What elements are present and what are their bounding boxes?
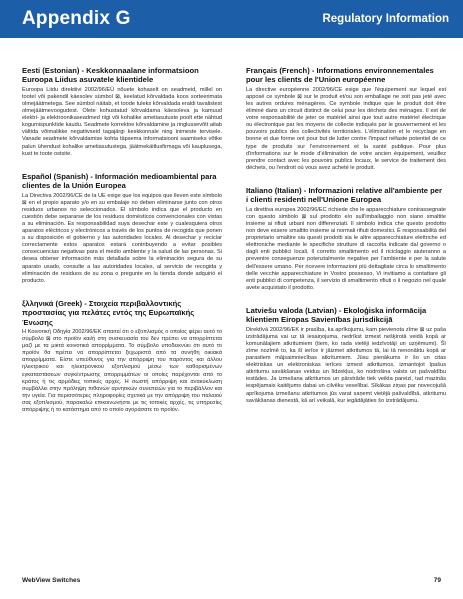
section-title: Regulatory Information: [322, 13, 449, 25]
section-heading: ξλληνικά (Greek) - Στοιχεία περιβαλλοντικής προστασίας για πελάτες εντός της Ευρωπαϊκής Ένωσης: [22, 298, 195, 327]
section-heading: Français (French) - Informations environnementales pour les clients de l'Union européenne: [246, 66, 434, 85]
section-heading: Eesti (Estonian) - Keskkonnaalane informatsioon Euroopa Liidus asuvatele klientidele: [22, 66, 199, 85]
section-italian: [246, 186, 446, 292]
section-body: La Directiva 2002/96/CE de la UE exige que los equipos que lleven este símbolo ⊠ en el propio aparato y/o en su embalaje no deben eliminarse junto con otros residuos urbanos no seleccionados. El símbolo indica que el producto en cuestión debe separarse de los residuos domésticos convencionales con vistas a su eliminación. Es responsabilidad suya desechar este y cualesquiera otros aparatos eléctricos y electrónicos a través de los puntos de recogida que ponen a su disposición el gobierno y las autoridades locales. Al desechar y reciclar correctamente estos aparatos estará contribuyendo a evitar posibles consecuencias negativas para el medio ambiente y la salud de las personas. Si desea obtener información más detallada sobre la eliminación segura de su aparato usado, consulte a las autoridades locales, al servicio de recogida y eliminación de residuos de su zona o pregunte en la tienda donde adquirió el producto.: [22, 192, 222, 284]
section-body: La directive européenne 2002/96/CE exige que l'équipement sur lequel est apposé ce symbole ⊠ sur le produit et/ou son emballage ne soit pas jeté avec les autres ordures ménagères. Ce symbole indique que le produit doit être éliminé dans un circuit distinct de celui pour les déchets des ménages. Il est de votre responsabilité de jeter ce matériel ainsi que tout autre matériel électrique ou électronique par les moyens de collecte indiqués par le gouvernement et les pouvoirs publics des collectivités territoriales. L'élimination et le recyclage en bonne et due forme ont pour but de lutter contre l'impact néfaste potentiel de ce type de produits sur l'environnement et la santé publique. Pour plus d'informations sur le mode d'élimination de votre ancien équipement, veuillez prendre contact avec les pouvoirs publics locaux, le service de traitement des déchets, ou l'endroit où vous avez acheté le produit.: [246, 86, 446, 171]
page-header: [0, 0, 463, 38]
section-heading: Español (Spanish) - Información medioambiental para clientes de la Unión Europea: [22, 171, 217, 191]
page-number: 79: [433, 576, 441, 584]
section-heading: Latviešu valoda (Latvian) - Ekoloģiska informācija klientiem Eiropas Savienības jurisdikcijā: [246, 305, 427, 325]
section-latvian: [246, 306, 446, 405]
section-spanish: [22, 172, 222, 285]
page-footer: [22, 575, 441, 585]
section-body: Η Κοινοτική Οδηγία 2002/96/ΕΚ απαιτεί ότι ο εξοπλισμός ο οποίος φέρει αυτό το σύμβολο ⊠ στο προϊόν και/ή στη συσκευασία του δεν πρέπει να απορρίπτεται μαζί με τα μικτά κοινοτικά απορρίμματα. Το σύμβολο υποδεικνύει ότι αυτό το προϊόν θα πρέπει να απορρίπτεται ξεχωριστά από τα συνήθη οικιακά απορρίμματα. Είστε υπεύθυνος για την απόρριψη του παρόντος και άλλου ηλεκτρικού και ηλεκτρονικού εξοπλισμού μέσω των καθορισμένων εγκαταστάσεων συγκέντρωσης απορριμμάτων οι οποίες παρέχονται από το κράτος ή τις αρμόδιες τοπικές αρχές. Η σωστή απόρριψη και ανακύκλωση συμβάλλει στην πρόληψη πιθανών αρνητικών συνεπειών για το περιβάλλον και την υγεία. Για περισσότερες πληροφορίες σχετικά με την απόρριψη του παλαιού σας εξοπλισμού, παρακαλώ επικοινωνήστε με τις τοπικές αρχές, τις υπηρεσίες απόρριψης ή το κατάστημα από το οποίο αγοράσατε το προϊόν.: [22, 329, 222, 414]
right-column: [246, 66, 446, 419]
section-greek: [22, 299, 222, 414]
section-body: La direttiva europea 2002/96/EC richiede che le apparecchiature contrassegnate con questo simbolo ⊠ sul prodotto e/o sull'imballaggio non siano smaltite insieme ai rifiuti urbani non differenziati. Il simbolo indica che questo prodotto non deve essere smaltito insieme ai normali rifiuti domestici. È responsabilità del proprietario smaltire sia questi prodotti sia le altre apparecchiature elettriche ed elettroniche mediante le specifiche strutture di raccolta indicate dal governo o dagli enti pubblici locali. Il corretto smaltimento ed il riciclaggio aiuteranno a prevenire conseguenze potenzialmente negative per l'ambiente e per la salute dell'essere umano. Per ricevere informazioni più dettagliate circa lo smaltimento delle vecchie apparecchiature in Vostro possesso, Vi invitiamo a contattare gli enti pubblici di competenza, il servizio di smaltimento rifiuti o il negozio nel quale avete acquistato il prodotto.: [246, 206, 446, 291]
section-body: Direktīvā 2002/96/EK ir prasība, ka aprīkojumu, kam pievienota zīme ⊠ uz paša izstrādājuma vai uz tā iesaiņojuma, nedrīkst izmest nešķirotā veidā kopā ar komunālajiem atkritumiem (tiem, ko rada vietēji iedzīvotāji un uzņēmumi). Šī zīme nozīmē to, ka šī ierīce ir jāizmet atkritumos tā, lai tā nenonāktu kopā ar parastiem mājsaimniecības atkritumiem. Jūsu pienākums ir šo un citas elektriskas un elektroniskas ierīces izmest atkritumos, izmantojot īpašus atkritumu savākšanas veidus un līdzekļus, ko nodrošina valsts un pašvaldību iestādes. Ja izmešana atkritumos un pārstrāde tiek veikta pareizi, tad mazinās iespējamais kaitējums dabai un cilvēku veselībai. Sīkākas ziņas par novecojušā aprīkojuma izmešanu atkritumos jūs varat saņemt vietējā pašvaldībā, atkritumu savākšanas dienestā, kā arī veikalā, kur iegādājāties šo izstrādājumu.: [246, 326, 446, 404]
product-name: WebView Switches: [22, 576, 81, 584]
left-column: [22, 66, 222, 428]
section-heading: Italiano (Italian) - Informazioni relative all'ambiente per i clienti residenti nell'Unione Europea: [246, 185, 442, 205]
appendix-title: Appendix G: [22, 8, 131, 29]
section-french: [246, 66, 446, 172]
section-estonian: [22, 66, 222, 158]
section-body: Euroopa Liidu direktiivi 2002/96/EÜ nõuete kohaselt on seadmeid, millel on tootel või pakendil käesolev sümbol ⊠, keelatud kõrvaldada koos sorteerimata olmejäätmetega. See sümbol näitab, et toode tuleks kõrvaldada eraldi tavalistest olmejäätmevoogudest. Olete kohustatud kõrvaldama käesoleva ja kamuud elektri- ja elektroonikaseadmed riigi või kohalike ametiasutuste poolt ette nähtud kogumispunktide kaudu. Seadmete korrektne kõrvaldamine ja ringlussevõtt aitab vältida võimalikke negatiivseid tagajärgi keskkonnale ning inimeste tervisele. Vanade seadmete kõrvaldamise kohta täpsema informatsiooni saamiseks võtke palun ühendust kohalike ametiasutustega, jäätmekäitlusfirmaga või kauplusega, kust te toote ostsite.: [22, 86, 222, 157]
